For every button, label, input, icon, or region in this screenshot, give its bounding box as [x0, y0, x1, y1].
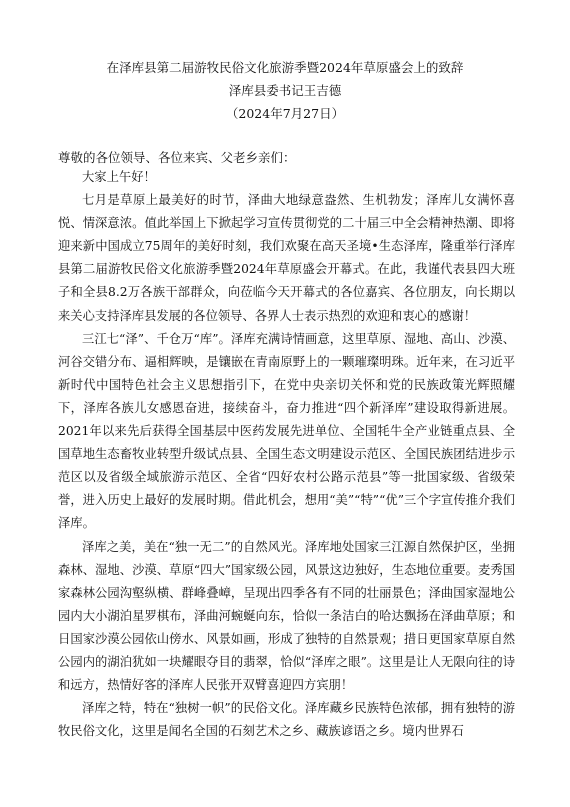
speech-date: （2024年7月27日）: [225, 106, 345, 121]
salutation: 尊敬的各位领导、各位来宾、父老乡亲们：: [58, 150, 296, 165]
speech-body: [58, 166, 515, 743]
paragraph: 泽库之特，特在“独树一帜”的民俗文化。泽库藏乡民族特色浓郁，拥有独特的游牧民俗文化，这里是闻名全国的石刻艺术之乡、藏族谚语之乡。境内世界石: [58, 701, 515, 739]
paragraph: 三江七“泽”、千仓万“库”。泽库充满诗情画意，这里草原、湿地、高山、沙漠、河谷交错分布、逼相辉映，是镶嵌在青南原野上的一颗璀璨明珠。近年来，在习近平新时代中国特色社会主义思想指引下，在党中央亲切关怀和党的民族政策光辉照耀下，泽库各族儿女感恩奋进，接续奋斗，奋力推进“四个新泽库”建设取得新进展。2021年以来先后获得全国基层中医药发展先进单位、全国牦牛全产业链重点县、全国草地生态畜牧业转型升级试点县、全国生态文明建设示范区、全国民族团结进步示范区以及省级全域旅游示范区、全省“四好农村公路示范县”等一批国家级、省级荣誉，进入历史上最好的发展时期。借此机会，想用“美”“特”“优”三个字宣传推介我们泽库。: [58, 331, 515, 531]
paragraph: 七月是草原上最美好的时节，泽曲大地绿意盎然、生机勃发；泽库儿女满怀喜悦、情深意浓。值此举国上下掀起学习宣传贯彻党的二十届三中全会精神热潮、即将迎来新中国成立75周年的美好时刻，我们欢聚在高天圣境•生态泽库，隆重举行泽库县第二届游牧民俗文化旅游季暨2024年草原盛会开幕式。在此，我谨代表县四大班子和全县8.2万各族干部群众，向莅临今天开幕式的各位嘉宾、各位朋友，向长期以来关心支持泽库县发展的各位领导、各界人士表示热烈的欢迎和衷心的感谢！: [58, 193, 515, 323]
speech-title: 在泽库县第二届游牧民俗文化旅游季暨2024年草原盛会上的致辞: [106, 60, 464, 75]
speaker-line: 泽库县委书记王吉德: [228, 83, 342, 98]
greeting: 大家上午好！: [82, 170, 156, 184]
paragraph: 泽库之美，美在“独一无二”的自然风光。泽库地处国家三江源自然保护区，坐拥森林、湿地、沙漠、草原“四大”国家级公园，风景这边独好，生态地位重要。麦秀国家森林公园沟壑纵横、群峰叠嶂，呈现出四季各有不同的壮丽景色；泽曲国家湿地公园内大小湖泊星罗棋布，泽曲河蜿蜒向东，恰似一条洁白的哈达飘扬在泽曲草原；和日国家沙漠公园依山傍水、风景如画，形成了独特的自然景观；措日更国家草原自然公园内的湖泊犹如一块耀眼夺目的翡翠，恰似“泽库之眼”。这里是让人无限向往的诗和远方，热情好客的泽库人民张开双臂喜迎四方宾朋！: [58, 539, 515, 693]
